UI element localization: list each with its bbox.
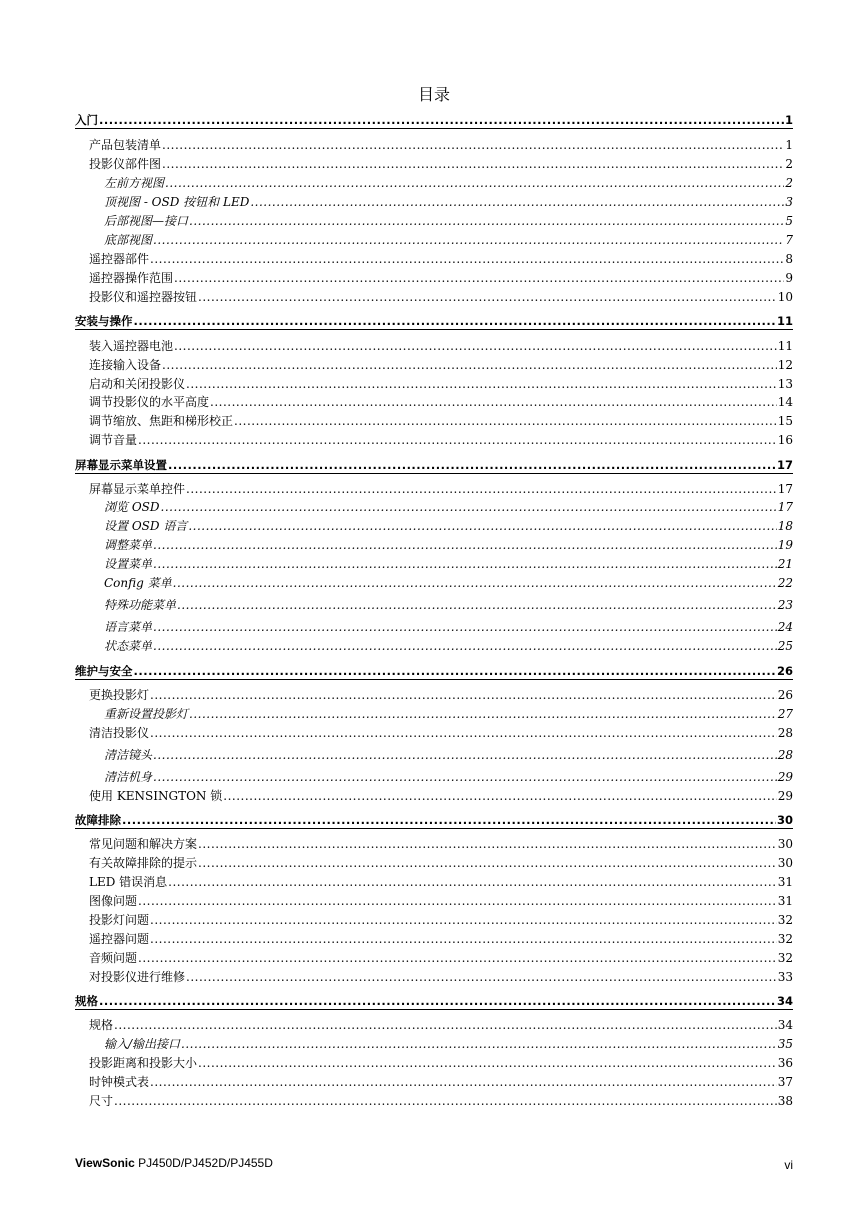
toc-entry-page: 17 <box>777 500 793 514</box>
toc-entry-page: 17 <box>776 458 793 472</box>
toc-entry-page: 26 <box>776 664 793 678</box>
toc-entry-page: 30 <box>777 837 793 851</box>
toc-entry-page: 11 <box>777 339 793 353</box>
toc-entry-label: 底部视图 <box>104 233 153 247</box>
toc-section[interactable] <box>89 338 793 354</box>
toc-entry-label: 故障排除 <box>75 813 121 827</box>
toc-leader-dots <box>250 194 784 210</box>
toc-leader-dots <box>153 747 777 763</box>
footer-brand: ViewSonic <box>75 1156 135 1170</box>
toc-subsection[interactable] <box>104 575 793 591</box>
toc-leader-dots <box>114 1017 777 1033</box>
toc-entry-label: 对投影仪进行维修 <box>89 970 186 984</box>
toc-leader-dots <box>150 725 777 741</box>
toc-entry-page: 23 <box>777 598 793 612</box>
toc-leader-dots <box>150 931 777 947</box>
toc-entry-label: 遥控器部件 <box>89 252 150 266</box>
toc-entry-page: 1 <box>784 113 793 127</box>
toc-subsection[interactable] <box>104 518 793 534</box>
toc-leader-dots <box>177 597 777 613</box>
toc-entry-page: 27 <box>777 707 793 721</box>
toc-entry-label: 使用 KENSINGTON 锁 <box>89 789 223 803</box>
toc-section[interactable] <box>89 893 793 909</box>
toc-entry-page: 5 <box>785 214 793 228</box>
toc-leader-dots <box>198 1055 777 1071</box>
toc-entry-label: 常见问题和解决方案 <box>89 837 198 851</box>
toc-entry-label: 启动和关闭投影仪 <box>89 377 186 391</box>
toc-leader-dots <box>223 788 776 804</box>
toc-entry-page: 31 <box>777 894 793 908</box>
toc-entry-label: 重新设置投影灯 <box>104 707 189 721</box>
toc-chapter[interactable] <box>75 313 793 329</box>
toc-entry-label: 调整菜单 <box>104 538 153 552</box>
toc-leader-dots <box>234 413 777 429</box>
toc-section[interactable] <box>89 1093 793 1109</box>
toc-leader-dots <box>153 537 777 553</box>
toc-section[interactable] <box>89 394 793 410</box>
toc-section[interactable] <box>89 950 793 966</box>
toc-entry-page: 31 <box>777 875 793 889</box>
toc-entry-label: 音频问题 <box>89 951 138 965</box>
toc-leader-dots <box>198 289 777 305</box>
toc-entry-page: 35 <box>777 1037 793 1051</box>
toc-entry-label: 遥控器问题 <box>89 932 150 946</box>
toc-subsection[interactable] <box>104 537 793 553</box>
toc-leader-dots <box>181 1036 777 1052</box>
chapter-underline <box>75 1009 793 1010</box>
chapter-underline <box>75 473 793 474</box>
toc-leader-dots <box>186 376 777 392</box>
toc-leader-dots <box>153 232 784 248</box>
toc-entry-page: 1 <box>785 138 793 152</box>
toc-leader-dots <box>153 769 777 785</box>
toc-leader-dots <box>186 969 777 985</box>
toc-entry-label: 投影仪和遥控器按钮 <box>89 290 198 304</box>
toc-entry-label: 输入/输出接口 <box>104 1037 181 1051</box>
toc-section[interactable] <box>89 969 793 985</box>
toc-section[interactable] <box>89 270 793 286</box>
toc-leader-dots <box>210 394 777 410</box>
toc-leader-dots <box>198 855 777 871</box>
toc-entry-page: 13 <box>777 377 793 391</box>
toc-subsection[interactable] <box>104 619 793 635</box>
toc-leader-dots <box>150 687 777 703</box>
toc-leader-dots <box>153 556 777 572</box>
toc-section[interactable] <box>89 251 793 267</box>
toc-entry-label: 语言菜单 <box>104 620 153 634</box>
chapter-underline <box>75 679 793 680</box>
toc-entry-page: 3 <box>785 195 793 209</box>
toc-entry-page: 29 <box>777 789 793 803</box>
toc-section[interactable] <box>89 725 793 741</box>
toc-subsection[interactable] <box>104 747 793 763</box>
toc-entry-label: 清洁镜头 <box>104 748 153 762</box>
toc-entry-page: 24 <box>777 620 793 634</box>
toc-entry-label: 清洁投影仪 <box>89 726 150 740</box>
toc-chapter[interactable] <box>75 663 793 679</box>
toc-subsection[interactable] <box>104 194 793 210</box>
toc-leader-dots <box>99 993 776 1009</box>
toc-entry-page: 15 <box>777 414 793 428</box>
toc-entry-page: 25 <box>777 639 793 653</box>
toc-entry-page: 12 <box>777 358 793 372</box>
toc-leader-dots <box>198 836 777 852</box>
toc-entry-label: 安装与操作 <box>75 314 133 328</box>
toc-entry-label: 调节音量 <box>89 433 138 447</box>
footer-product <box>75 1156 273 1170</box>
toc-entry-label: 图像问题 <box>89 894 138 908</box>
toc-leader-dots <box>134 313 776 329</box>
toc-entry-label: 入门 <box>75 113 98 127</box>
toc-section[interactable] <box>89 788 793 804</box>
toc-entry-label: 尺寸 <box>89 1094 114 1108</box>
toc-entry-page: 28 <box>777 748 793 762</box>
toc-leader-dots <box>173 575 777 591</box>
toc-leader-dots <box>150 1074 777 1090</box>
toc-leader-dots <box>138 950 777 966</box>
toc-leader-dots <box>162 357 777 373</box>
toc-section[interactable] <box>89 1074 793 1090</box>
toc-section[interactable] <box>89 1017 793 1033</box>
toc-subsection[interactable] <box>104 706 793 722</box>
toc-subsection[interactable] <box>104 232 793 248</box>
toc-entry-page: 17 <box>777 482 793 496</box>
toc-entry-page: 30 <box>776 813 793 827</box>
toc-subsection[interactable] <box>104 597 793 613</box>
toc-entry-label: 左前方视图 <box>104 176 165 190</box>
toc-entry-label: 连接输入设备 <box>89 358 162 372</box>
toc-section[interactable] <box>89 1055 793 1071</box>
toc-section[interactable] <box>89 376 793 392</box>
toc-entry-page: 22 <box>777 576 793 590</box>
toc-section[interactable] <box>89 912 793 928</box>
toc-subsection[interactable] <box>104 213 793 229</box>
toc-entry-page: 30 <box>777 856 793 870</box>
toc-entry-label: LED 错误消息 <box>89 875 168 889</box>
toc-entry-page: 32 <box>777 932 793 946</box>
toc-entry-page: 37 <box>777 1075 793 1089</box>
toc-leader-dots <box>189 706 777 722</box>
toc-leader-dots <box>168 874 777 890</box>
toc-leader-dots <box>162 137 784 153</box>
toc-entry-page: 33 <box>777 970 793 984</box>
toc-leader-dots <box>153 619 777 635</box>
toc-leader-dots <box>162 156 784 172</box>
toc-entry-label: 装入遥控器电池 <box>89 339 174 353</box>
toc-section[interactable] <box>89 874 793 890</box>
toc-leader-dots <box>189 213 784 229</box>
toc-entry-label: 调节投影仪的水平高度 <box>89 395 210 409</box>
toc-entry-page: 36 <box>777 1056 793 1070</box>
toc-section[interactable] <box>89 481 793 497</box>
toc-leader-dots <box>138 432 777 448</box>
toc-entry-label: 调节缩放、焦距和梯形校正 <box>89 414 234 428</box>
toc-entry-label: 规格 <box>75 994 98 1008</box>
toc-entry-label: 后部视图—接口 <box>104 214 189 228</box>
toc-entry-label: 投影灯问题 <box>89 913 150 927</box>
toc-section[interactable] <box>89 432 793 448</box>
toc-entry-page: 16 <box>777 433 793 447</box>
toc-section[interactable] <box>89 855 793 871</box>
toc-entry-label: 屏幕显示菜单控件 <box>89 482 186 496</box>
toc-leader-dots <box>153 638 777 654</box>
toc-entry-page: 7 <box>785 233 793 247</box>
toc-leader-dots <box>188 518 776 534</box>
toc-entry-page: 8 <box>785 252 793 266</box>
toc-subsection[interactable] <box>104 769 793 785</box>
toc-section[interactable] <box>89 289 793 305</box>
toc-leader-dots <box>150 251 784 267</box>
toc-entry-page: 21 <box>777 557 793 571</box>
toc-entry-label: 浏览 OSD <box>104 500 160 514</box>
chapter-underline <box>75 329 793 330</box>
toc-section[interactable] <box>89 357 793 373</box>
toc-entry-label: 规格 <box>89 1018 114 1032</box>
toc-subsection[interactable] <box>104 1036 793 1052</box>
toc-entry-page: 9 <box>785 271 793 285</box>
toc-subsection[interactable] <box>104 175 793 191</box>
toc-entry-label: 状态菜单 <box>104 639 153 653</box>
toc-entry-page: 32 <box>777 913 793 927</box>
toc-entry-page: 10 <box>777 290 793 304</box>
toc-entry-label: 投影距离和投影大小 <box>89 1056 198 1070</box>
toc-entry-label: Config 菜单 <box>104 576 172 590</box>
toc-entry-page: 26 <box>777 688 793 702</box>
toc-entry-page: 34 <box>776 994 793 1008</box>
toc-leader-dots <box>138 893 777 909</box>
toc-entry-label: 产品包装清单 <box>89 138 162 152</box>
toc-chapter[interactable] <box>75 812 793 828</box>
toc-leader-dots <box>186 481 777 497</box>
toc-section[interactable] <box>89 413 793 429</box>
toc-chapter[interactable] <box>75 457 793 473</box>
toc-section[interactable] <box>89 687 793 703</box>
footer-model: PJ450D/PJ452D/PJ455D <box>134 1156 273 1170</box>
toc-entry-label: 投影仪部件图 <box>89 157 162 171</box>
toc-subsection[interactable] <box>104 556 793 572</box>
toc-entry-page: 19 <box>777 538 793 552</box>
toc-entry-label: 顶视图 - OSD 按钮和 LED <box>104 195 250 209</box>
toc-entry-label: 有关故障排除的提示 <box>89 856 198 870</box>
toc-entry-page: 34 <box>777 1018 793 1032</box>
toc-section[interactable] <box>89 836 793 852</box>
chapter-underline <box>75 128 793 129</box>
toc-entry-page: 2 <box>785 157 793 171</box>
toc-entry-page: 18 <box>777 519 793 533</box>
toc-leader-dots <box>150 912 777 928</box>
toc-section[interactable] <box>89 156 793 172</box>
toc-entry-label: 屏幕显示菜单设置 <box>75 458 167 472</box>
toc-entry-label: 遥控器操作范围 <box>89 271 174 285</box>
toc-section[interactable] <box>89 931 793 947</box>
toc-section[interactable] <box>89 137 793 153</box>
toc-entry-label: 清洁机身 <box>104 770 153 784</box>
toc-entry-page: 29 <box>777 770 793 784</box>
toc-entry-label: 时钟模式表 <box>89 1075 150 1089</box>
toc-leader-dots <box>122 812 776 828</box>
footer-page-number: vi <box>784 1158 793 1172</box>
toc-leader-dots <box>161 499 777 515</box>
toc-leader-dots <box>174 270 784 286</box>
toc-entry-page: 2 <box>785 176 793 190</box>
toc-entry-page: 14 <box>777 395 793 409</box>
page-title: 目录 <box>417 85 450 104</box>
toc-entry-page: 38 <box>777 1094 793 1108</box>
toc-entry-page: 28 <box>777 726 793 740</box>
toc-entry-label: 设置 OSD 语言 <box>104 519 188 533</box>
toc-leader-dots <box>168 457 776 473</box>
toc-entry-label: 维护与安全 <box>75 664 133 678</box>
toc-entry-label: 特殊功能菜单 <box>104 598 177 612</box>
toc-entry-page: 11 <box>776 314 793 328</box>
toc-subsection[interactable] <box>104 638 793 654</box>
toc-entry-label: 更换投影灯 <box>89 688 150 702</box>
toc-leader-dots <box>99 112 784 128</box>
toc-leader-dots <box>165 175 784 191</box>
toc-leader-dots <box>134 663 776 679</box>
toc-entry-page: 32 <box>777 951 793 965</box>
toc-leader-dots <box>114 1093 777 1109</box>
toc-subsection[interactable] <box>104 499 793 515</box>
chapter-underline <box>75 828 793 829</box>
toc-entry-label: 设置菜单 <box>104 557 153 571</box>
toc-chapter[interactable] <box>75 112 793 128</box>
toc-leader-dots <box>174 338 777 354</box>
toc-chapter[interactable] <box>75 993 793 1009</box>
